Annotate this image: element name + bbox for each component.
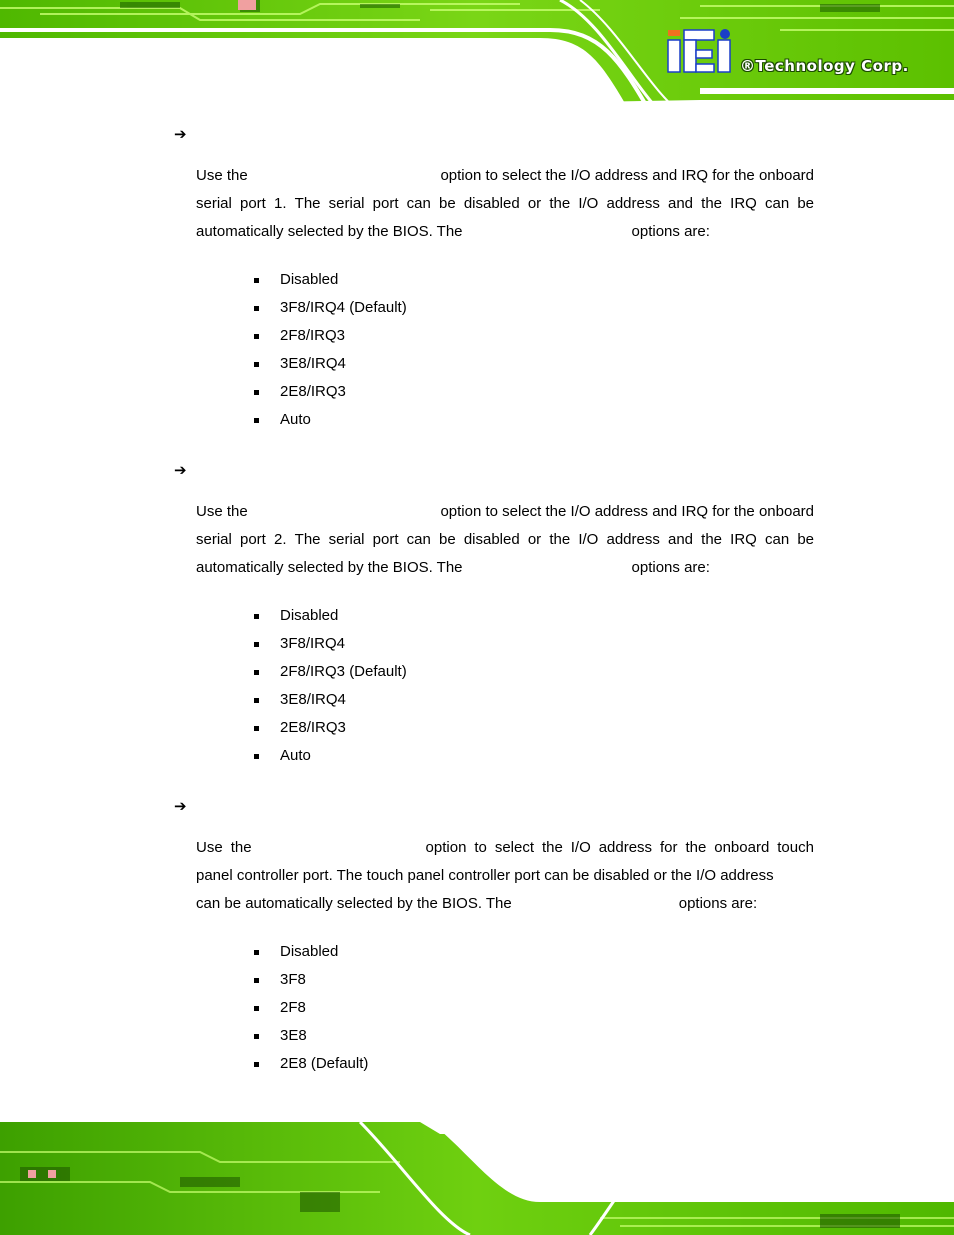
list-item: Disabled	[254, 938, 368, 966]
section-1-options	[254, 266, 407, 434]
list-item: 2E8 (Default)	[254, 1050, 368, 1078]
list-item: 3E8/IRQ4	[254, 350, 407, 378]
section-3-options	[254, 938, 368, 1078]
list-item: Disabled	[254, 602, 407, 630]
list-item: 3F8/IRQ4 (Default)	[254, 294, 407, 322]
list-item: 2F8/IRQ3 (Default)	[254, 658, 407, 686]
list-item: 2F8/IRQ3	[254, 322, 407, 350]
logo-text: ®Technology Corp.	[740, 57, 909, 75]
section-2-paragraph: Use the option to select the I/O address and IRQ for the onboard serial port 2. The serial port can be disabled or the I/O address and the IRQ can be automatically selected by the BIOS. The options are:	[196, 503, 814, 576]
list-item: 2E8/IRQ3	[254, 714, 407, 742]
section-3-paragraph: Use the option to select the I/O address for the onboard touch panel controller port. The touch panel controller port can be disabled or the I/O address can be automatically selected by the BIOS. The options are:	[196, 839, 814, 912]
header-banner	[0, 0, 954, 112]
section-1-paragraph: Use the option to select the I/O address and IRQ for the onboard serial port 1. The serial port can be disabled or the I/O address and the IRQ can be automatically selected by the BIOS. The options are:	[196, 167, 814, 240]
list-item: 2E8/IRQ3	[254, 378, 407, 406]
list-item: 3E8	[254, 1022, 368, 1050]
list-item: 2F8	[254, 994, 368, 1022]
section-arrow-icon: ➔	[174, 797, 187, 815]
list-item: 3E8/IRQ4	[254, 686, 407, 714]
list-item: 3F8/IRQ4	[254, 630, 407, 658]
list-item: 3F8	[254, 966, 368, 994]
list-item: Auto	[254, 742, 407, 770]
section-2-options	[254, 602, 407, 770]
section-arrow-icon: ➔	[174, 461, 187, 479]
list-item: Disabled	[254, 266, 407, 294]
footer-banner	[0, 1122, 954, 1235]
section-arrow-icon: ➔	[174, 125, 187, 143]
list-item: Auto	[254, 406, 407, 434]
